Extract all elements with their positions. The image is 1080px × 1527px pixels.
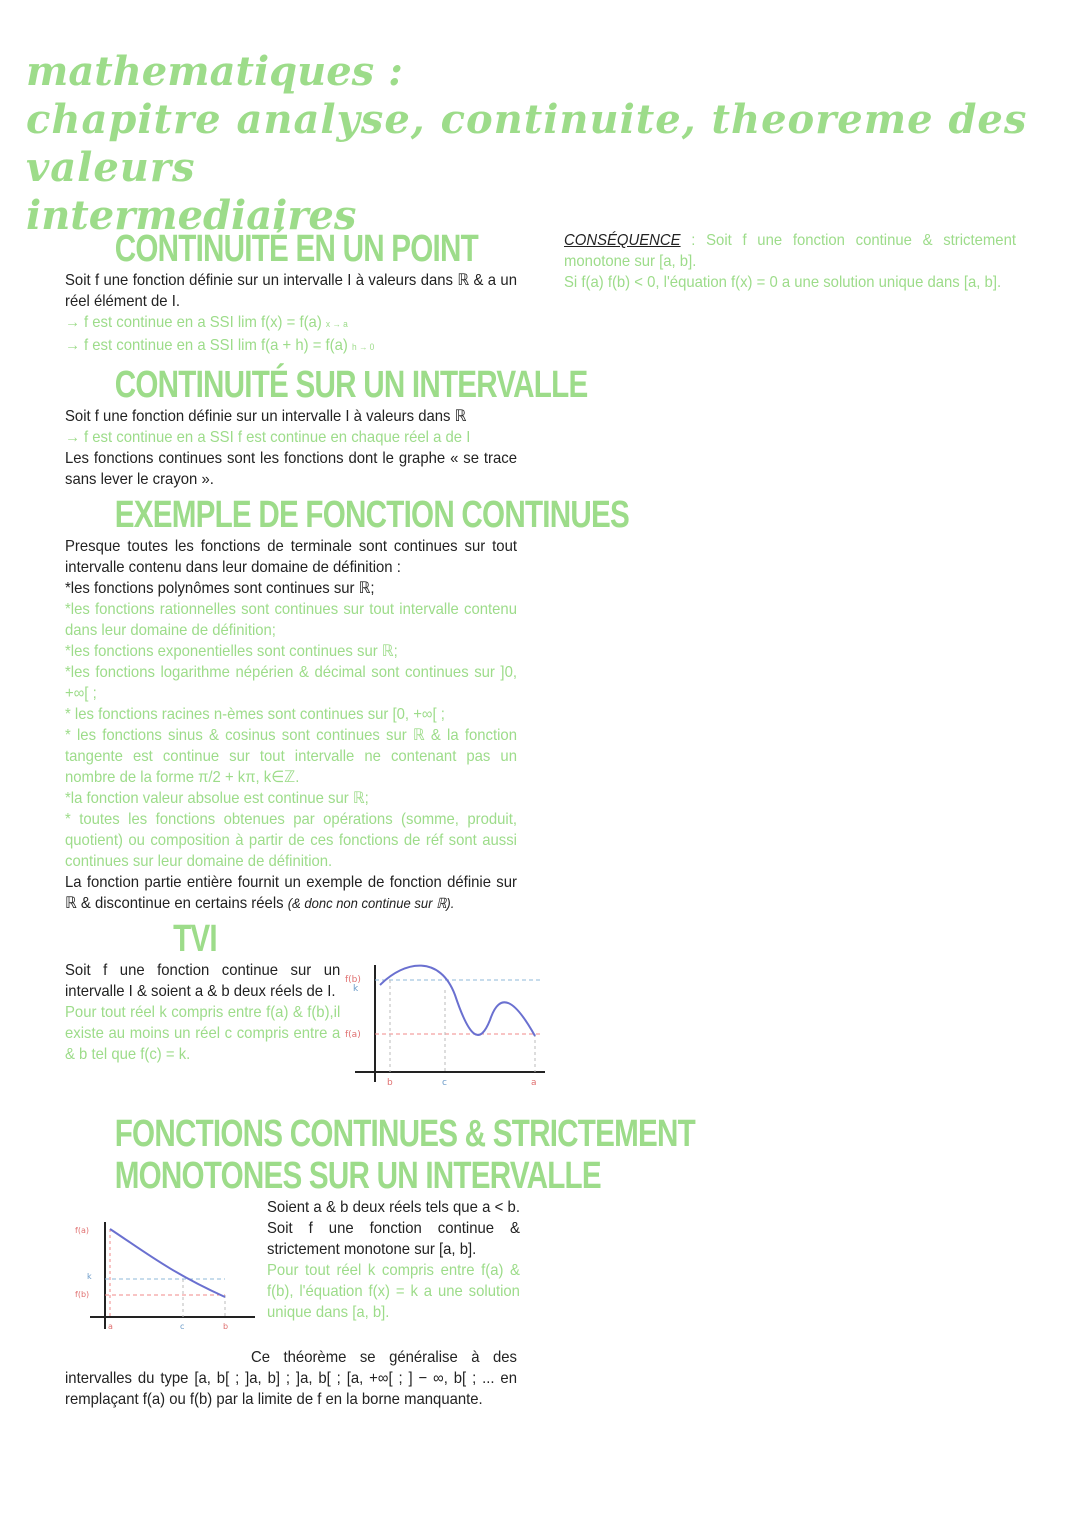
monotone-graph [75, 1217, 255, 1332]
heading-monotone-1: FONCTIONS CONTINUES & STRICTEMENT [114, 1113, 695, 1155]
continuity-interval-note: Les fonctions continues sont les fonctions dont le graphe « se trace sans lever le crayon ». [65, 450, 517, 488]
monotone-label-c: c [180, 1322, 185, 1331]
consequence-block [564, 230, 1016, 272]
monotone-text [267, 1197, 537, 1323]
monotone-text-black: Soient a & b deux réels tels que a < b. Soit f une fonction continue & strictement monotone sur [a, b]. [267, 1199, 520, 1258]
monotone-curve [110, 1229, 225, 1297]
heading-monotone-2: MONOTONES SUR UN INTERVALLE [114, 1155, 601, 1197]
heading-continuity-interval: CONTINUITÉ SUR UN INTERVALLE [114, 364, 588, 406]
consequence-label: CONSÉQUENCE [564, 232, 681, 249]
right-column [564, 230, 1016, 293]
tvi-curve [380, 966, 535, 1036]
tvi-label-a: a [531, 1078, 537, 1088]
monotone-label-fa: f(a) [75, 1226, 89, 1235]
rule-2-sub: h → 0 [351, 342, 375, 352]
section-examples [65, 494, 629, 914]
monotone-label-a: a [108, 1322, 113, 1331]
title-line-3: intermediaires [26, 192, 357, 239]
examples-outro [65, 872, 517, 914]
tvi-label-b: b [387, 1078, 393, 1088]
continuity-interval-intro: Soit f une fonction définie sur un intervalle I à valeurs dans ℝ [65, 408, 467, 425]
monotone-generalisation: Ce théorème se généralise à des intervalles du type [a, b[ ; ]a, b] ; ]a, b[ ; [a, +∞[ ; ] − ∞, b[ ; ... en remplaçant f(a) ou f(b) par la limite de f en la borne manquante. [65, 1349, 517, 1408]
continuity-point-intro: Soit f une fonction définie sur un intervalle I à valeurs dans ℝ & a un réel élément de I. [65, 272, 517, 310]
tvi-text [65, 960, 341, 1065]
examples-outro-text: La fonction partie entière fournit un exemple de fonction définie sur ℝ & discontinue en certains réels [65, 874, 517, 912]
monotone-content [65, 1197, 520, 1337]
tvi-text-black: Soit f une fonction continue sur un intervalle I & soient a & b deux réels de I. [65, 962, 341, 1000]
tvi-label-k: k [353, 984, 359, 994]
title-line-1: mathematiques : [26, 48, 403, 95]
example-item: * toutes les fonctions obtenues par opérations (somme, produit, quotient) ou composition à partir de ces fonctions de réf sont aussi continues sur leur domaine de définition. [65, 811, 517, 870]
example-item: *les fonctions exponentielles sont continues sur ℝ; [65, 643, 398, 660]
section-continuity-interval [65, 364, 588, 490]
continuity-interval-rule: → f est continue en a SSI f est continue en chaque réel a de I [65, 429, 471, 446]
example-item: * les fonctions sinus & cosinus sont continues sur ℝ & la fonction tangente est continue sur tout intervalle ne contenant pas un nombre de la forme π/2 + kπ, k∈ℤ. [65, 727, 517, 786]
title-line-2: chapitre analyse, continuite, theoreme des valeurs [26, 96, 1028, 191]
monotone-label-b: b [223, 1322, 229, 1331]
example-item: *les fonctions logarithme népérien & décimal sont continues sur ]0, +∞[ ; [65, 664, 517, 702]
heading-examples: EXEMPLE DE FONCTION CONTINUES [114, 494, 629, 536]
example-item: * les fonctions racines n-èmes sont continues sur [0, +∞[ ; [65, 706, 445, 723]
example-item: *la fonction valeur absolue est continue sur ℝ; [65, 790, 369, 807]
example-item: *les fonctions polynômes sont continues sur ℝ; [65, 580, 375, 597]
section-continuity-point [65, 228, 517, 358]
examples-intro: Presque toutes les fonctions de terminale sont continues sur tout intervalle contenu dans leur domaine de définition : [65, 538, 517, 576]
continuity-point-rule-1 [65, 312, 517, 335]
example-item: *les fonctions rationnelles sont continues sur tout intervalle contenu dans leur domaine de définition; [65, 601, 517, 639]
tvi-label-fa: f(a) [345, 1030, 361, 1040]
rule-1-sub: x → a [325, 319, 348, 329]
consequence-text-1: : Soit f une fonction continue & strictement monotone sur [a, b]. [564, 232, 1016, 270]
section-tvi [65, 918, 537, 1095]
page-title [26, 48, 1066, 240]
tvi-graph [345, 960, 545, 1090]
tvi-text-green: Pour tout réel k compris entre f(a) & f(b),il existe au moins un réel c compris entre a & b tel que f(c) = k. [65, 1004, 341, 1063]
tvi-label-c: c [442, 1078, 447, 1088]
monotone-text-green: Pour tout réel k compris entre f(a) & f(b), l'équation f(x) = k a une solution unique dans [a, b]. [267, 1262, 520, 1321]
consequence-text-2: Si f(a) f(b) < 0, l'équation f(x) = 0 a une solution unique dans [a, b]. [564, 274, 1002, 291]
monotone-label-fb: f(b) [75, 1290, 90, 1299]
rule-1-text: → f est continue en a SSI lim f(x) = f(a) [65, 314, 322, 331]
section-monotone [65, 1113, 695, 1410]
tvi-label-fb: f(b) [345, 975, 361, 985]
continuity-point-rule-2 [65, 335, 517, 358]
examples-outro-note: (& donc non continue sur ℝ). [287, 895, 455, 911]
monotone-label-k: k [87, 1272, 92, 1281]
tvi-content [65, 960, 537, 1095]
heading-continuity-point: CONTINUITÉ EN UN POINT [114, 228, 478, 270]
rule-2-text: → f est continue en a SSI lim f(a + h) = f(a) [65, 337, 348, 354]
heading-tvi: TVI [173, 918, 217, 960]
